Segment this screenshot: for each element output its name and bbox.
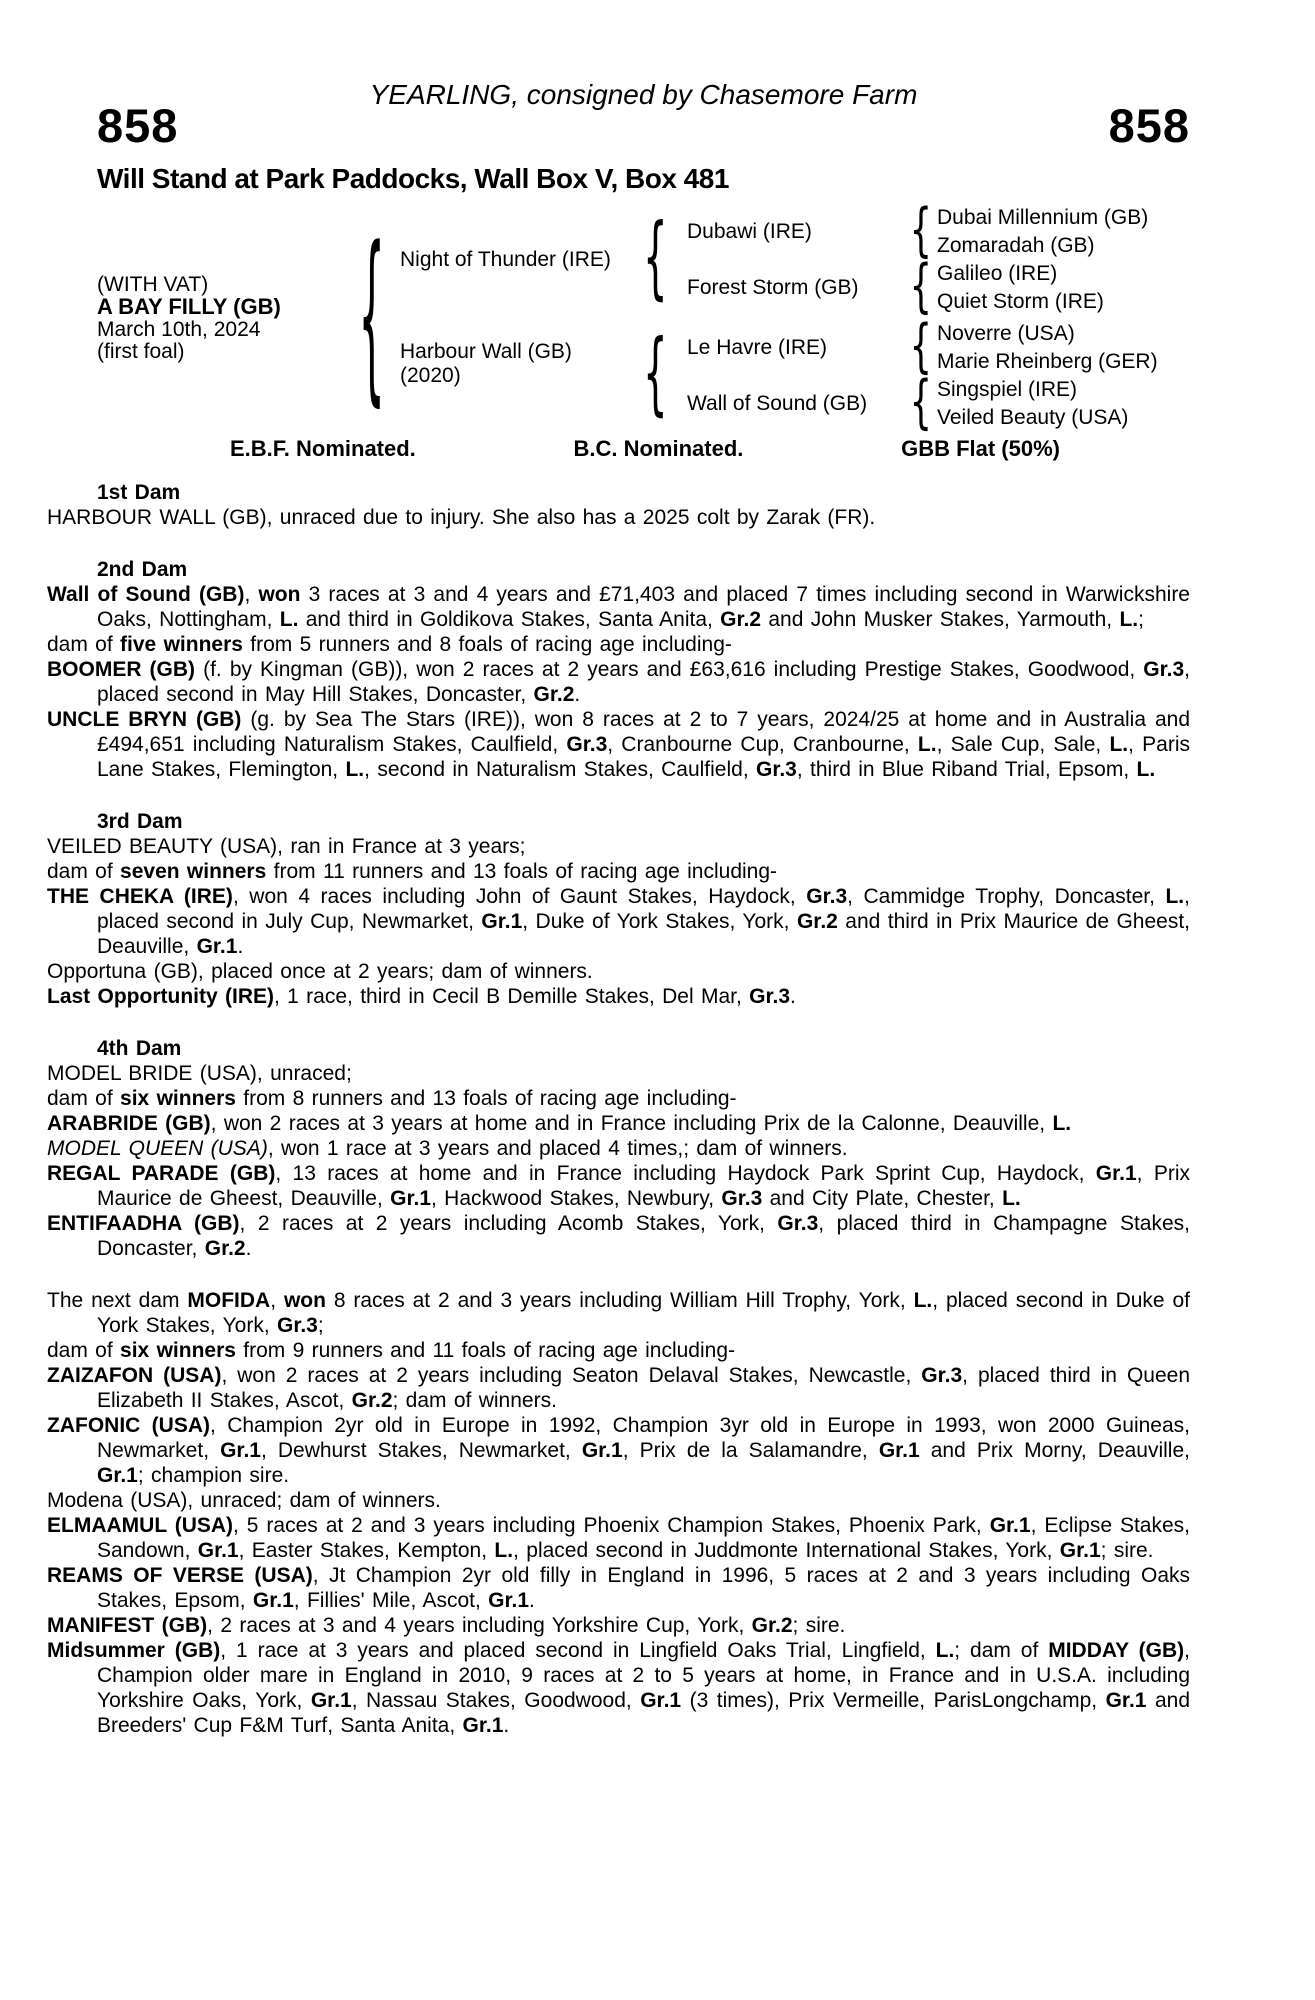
progeny-entry: REGAL PARADE (GB), 13 races at home and in France including Haydock Park Sprint Cup, Haydock, Gr.1, Prix Maurice de Gheest, Deauville, Gr.1, Hackwood Stakes, Newbury, Gr.3 and City Plate, Chester, L. [47, 1162, 1190, 1210]
dam-paragraph: MODEL BRIDE (USA), unraced; [47, 1062, 352, 1085]
nominations-row [97, 437, 1190, 461]
sire-name: Night of Thunder (IRE) [400, 248, 611, 271]
gbb-flat-label: GBB Flat (50%) [901, 436, 1060, 461]
vat-note: (WITH VAT) [97, 273, 209, 296]
dam-paragraph: The next dam MOFIDA, won 8 races at 2 and 3 years including William Hill Trophy, York, L., placed second in Duke of York Stakes, York, Gr.3; [47, 1289, 1190, 1337]
bc-nominated-label: B.C. Nominated. [573, 436, 744, 461]
section-heading: 3rd Dam [97, 810, 183, 833]
pedigree-brace-gp2 [910, 258, 923, 316]
dam-name: Harbour Wall (GB) [400, 340, 572, 363]
dam-of-line: dam of five winners from 5 runners and 8 foals of racing age including- [47, 633, 732, 656]
section-heading: 1st Dam [97, 481, 181, 504]
progeny-entry: ARABRIDE (GB), won 2 races at 3 years at home and in France including Prix de la Calonne, Deauville, L. [47, 1112, 1072, 1135]
progeny-entry: Opportuna (GB), placed once at 2 years; dam of winners. [47, 960, 593, 983]
pedigree-brace-main [358, 228, 373, 413]
progeny-entry: ELMAAMUL (USA), 5 races at 2 and 3 years including Phoenix Champion Stakes, Phoenix Park, Gr.1, Eclipse Stakes, Sandown, Gr.1, Easter Stakes, Kempton, L., placed second in Juddmonte International Stakes, York, Gr.1; sire. [47, 1514, 1190, 1562]
progeny-entry: ZAIZAFON (USA), won 2 races at 2 years including Seaton Delaval Stakes, Newcastle, Gr.3, placed third in Queen Elizabeth II Stakes, Ascot, Gr.2; dam of winners. [47, 1364, 1191, 1412]
parent-name-sire-sire: Dubawi (IRE) [687, 220, 812, 243]
parent-name-sire-dam: Forest Storm (GB) [687, 276, 859, 299]
lot-number-right: 858 [1108, 99, 1190, 152]
progeny-entry: Last Opportunity (IRE), 1 race, third in Cecil B Demille Stakes, Del Mar, Gr.3. [47, 985, 796, 1008]
dam-paragraph: Wall of Sound (GB), won 3 races at 3 and 4 years and £71,403 and placed 7 times including second in Warwickshire Oaks, Nottingham, L. and third in Goldikova Stakes, Santa Anita, Gr.2 and John Musker Stakes, Yarmouth, L.; [47, 583, 1190, 631]
progeny-entry: THE CHEKA (IRE), won 4 races including John of Gaunt Stakes, Haydock, Gr.3, Cammidge Trophy, Doncaster, L., placed second in July Cup, Newmarket, Gr.1, Duke of York Stakes, York, Gr.2 and third in Prix Maurice de Gheest, Deauville, Gr.1. [47, 885, 1190, 958]
parent-name-dam-sire: Le Havre (IRE) [687, 336, 828, 359]
dam-of-line: dam of six winners from 8 runners and 13 foals of racing age including- [47, 1087, 737, 1110]
progeny-entry: BOOMER (GB) (f. by Kingman (GB)), won 2 races at 2 years and £63,616 including Prestige Stakes, Goodwood, Gr.3, placed second in May Hill Stakes, Doncaster, Gr.2. [47, 658, 1190, 706]
section-1st-dam [47, 480, 1190, 530]
animal-name: A BAY FILLY (GB) [97, 294, 281, 319]
pedigree-table [0, 0, 1315, 470]
grandparent-name: Zomaradah (GB) [937, 234, 1095, 257]
lot-number-left: 858 [97, 99, 179, 152]
consignor-line: YEARLING, consigned by Chasemore Farm [369, 79, 918, 110]
dam-paragraph: HARBOUR WALL (GB), unraced due to injury. She also has a 2025 colt by Zarak (FR). [47, 506, 876, 529]
progeny-entry: ZAFONIC (USA), Champion 2yr old in Europe in 1992, Champion 3yr old in Europe in 1993, won 2000 Guineas, Newmarket, Gr.1, Dewhurst Stakes, Newmarket, Gr.1, Prix de la Salamandre, Gr.1 and Prix Morny, Deauville, Gr.1; champion sire. [47, 1414, 1191, 1487]
pedigree-brace-gp1 [910, 202, 923, 260]
progeny-entry: ENTIFAADHA (GB), 2 races at 2 years including Acomb Stakes, York, Gr.3, placed third in Champagne Stakes, Doncaster, Gr.2. [47, 1212, 1190, 1260]
section-4th-dam [47, 1036, 1190, 1261]
dam-of-line: dam of seven winners from 11 runners and 13 foals of racing age including- [47, 860, 778, 883]
progeny-entry: REAMS OF VERSE (USA), Jt Champion 2yr old filly in England in 1996, 5 races at 2 and 3 years including Oaks Stakes, Epsom, Gr.1, Fillies' Mile, Ascot, Gr.1. [47, 1564, 1190, 1612]
progeny-entry: Modena (USA), unraced; dam of winners. [47, 1489, 441, 1512]
progeny-entry: MODEL QUEEN (USA), won 1 race at 3 years and placed 4 times,; dam of winners. [47, 1137, 848, 1160]
section-2nd-dam [47, 557, 1190, 782]
pedigree-brace-sire [643, 214, 657, 304]
pedigree-brace-dam [643, 330, 657, 420]
section-heading: 4th Dam [97, 1037, 182, 1060]
grandparent-name: Veiled Beauty (USA) [937, 406, 1129, 429]
foal-note: (first foal) [97, 340, 185, 363]
pedigree-text [47, 480, 1191, 1738]
section-3rd-dam [47, 809, 1190, 1009]
pedigree-brace-gp4 [910, 374, 923, 432]
grandparent-name: Galileo (IRE) [937, 262, 1058, 285]
dam-paragraph: VEILED BEAUTY (USA), ran in France at 3 years; [47, 835, 526, 858]
progeny-entry: MANIFEST (GB), 2 races at 3 and 4 years including Yorkshire Cup, York, Gr.2; sire. [47, 1614, 846, 1637]
grandparent-name: Singspiel (IRE) [937, 378, 1078, 401]
parent-name-dam-dam: Wall of Sound (GB) [687, 392, 868, 415]
foaling-date: March 10th, 2024 [97, 318, 261, 341]
dam-of-line: dam of six winners from 9 runners and 11 foals of racing age including- [47, 1339, 735, 1362]
dam-year: (2020) [400, 364, 461, 387]
section-next-dam [47, 1288, 1191, 1738]
grandparent-name: Marie Rheinberg (GER) [937, 350, 1158, 373]
grandparent-name: Noverre (USA) [937, 322, 1075, 345]
progeny-entry: UNCLE BRYN (GB) (g. by Sea The Stars (IRE)), won 8 races at 2 to 7 years, 2024/25 at home and in Australia and £494,651 including Naturalism Stakes, Caulfield, Gr.3, Cranbourne Cup, Cranbourne, L., Sale Cup, Sale, L., Paris Lane Stakes, Flemington, L., second in Naturalism Stakes, Caulfield, Gr.3, third in Blue Riband Trial, Epsom, L. [47, 708, 1190, 781]
ebf-nominated-label: E.B.F. Nominated. [230, 436, 416, 461]
grandparent-name: Dubai Millennium (GB) [937, 206, 1149, 229]
grandparent-name: Quiet Storm (IRE) [937, 290, 1104, 313]
stand-location-line: Will Stand at Park Paddocks, Wall Box V, Box 481 [97, 163, 729, 194]
pedigree-brace-gp3 [910, 318, 923, 376]
section-heading: 2nd Dam [97, 558, 188, 581]
progeny-entry: Midsummer (GB), 1 race at 3 years and placed second in Lingfield Oaks Trial, Lingfield, L.; dam of MIDDAY (GB), Champion older mare in England in 2010, 9 races at 2 to 5 years at home, in France and in U.S.A. including Yorkshire Oaks, York, Gr.1, Nassau Stakes, Goodwood, Gr.1 (3 times), Prix Vermeille, ParisLongchamp, Gr.1 and Breeders' Cup F&M Turf, Santa Anita, Gr.1. [47, 1639, 1191, 1737]
